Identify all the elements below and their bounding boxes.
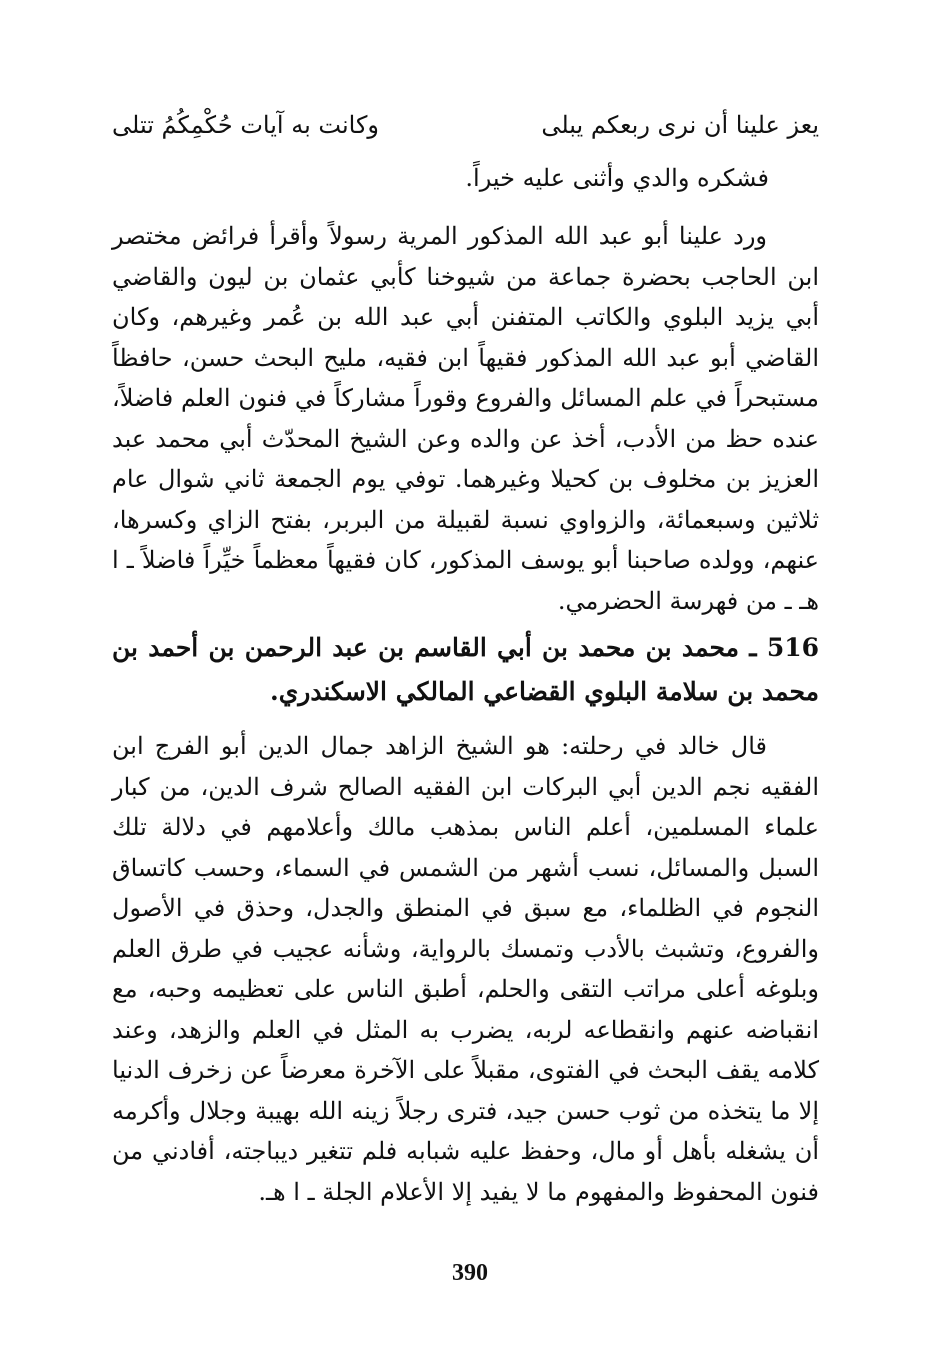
entry-516-heading: 516 ـ محمد بن محمد بن أبي القاسم بن عبد الرحمن بن أحمد بن محمد بن سلامة البلوي القضاعي المالكي الاسكندري. <box>112 633 819 706</box>
poem-verse <box>112 102 819 148</box>
page-number: 390 <box>452 1260 488 1286</box>
paragraph-khalid-rihla: قال خالد في رحلته: هو الشيخ الزاهد جمال الدين أبو الفرج ابن الفقيه نجم الدين أبي البركات ابن الفقيه الصالح شرف الدين، من كبار علماء المسلمين، أعلم الناس بمذهب مالك وأعلامهم في دلالة تلك السبل والمسائل، نسب أشهر من الشمس في السماء، وحسب كاتساق النجوم في الظلماء، مع سبق في المنطق والجدل، وحذق في الأصول والفروع، وتشبث بالأدب وتمسك بالرواية، وشأنه عجيب في طرق العلم وبلوغه أعلى مراتب التقى والحلم، أطبق الناس على تعظيمه وحبه، مع انقباضه عنهم وانقطاعه لربه، يضرب به المثل في العلم والزهد، وعند كلامه يقف البحث في الفتوى، مقبلاً على الآخرة معرضاً عن زخرف الدنيا إلا ما يتخذه من ثوب حسن جيد، فترى رجلاً زينه الله بهيبة وجلال وأكرمه أن يشغله بأهل أو مال، وحفظ عليه شبابه فلم تتغير ديباجته، أفادني من فنون المحفوظ والمفهوم ما لا يفيد إلا الأعلام الجلة ـ ا هـ. <box>112 732 820 1206</box>
verse-second-hemistich: وكانت به آيات حُكْمِكُمُ تتلى <box>112 111 379 139</box>
verse-follow-line: فشكره والدي وأثنى عليه خيراً. <box>465 164 769 192</box>
verse-first-hemistich: يعز علينا أن نرى ربعكم يبلى <box>541 111 819 139</box>
paragraph-zawawi-bio: ورد علينا أبو عبد الله المذكور المرية رسولاً وأقرأ فرائض مختصر ابن الحاجب بحضرة جماعة من شيوخنا كأبي عثمان بن ليون والقاضي أبي يزيد البلوي والكاتب المتفنن أبي عبد الله بن عُمر وغيرهم، وكان القاضي أبو عبد الله المذكور فقيهاً ابن فقيه، مليح البحث حسن، حافظاً مستبحراً في علم المسائل والفروع وقوراً مشاركاً في فنون العلم فاضلاً، عنده حظ من الأدب، أخذ عن والده وعن الشيخ المحدّث أبي محمد عبد العزيز بن مخلوف بن كحيلا وغيرهما. توفي يوم الجمعة ثاني شوال عام ثلاثين وسبعمائة، والزواوي نسبة لقبيلة من البربر، بفتح الزاي وكسرها، عنهم، وولده صاحبنا أبو يوسف المذكور، كان فقيهاً معظماً خيِّراً فاضلاً ـ ا هـ ـ من فهرسة الحضرمي. <box>112 222 820 615</box>
